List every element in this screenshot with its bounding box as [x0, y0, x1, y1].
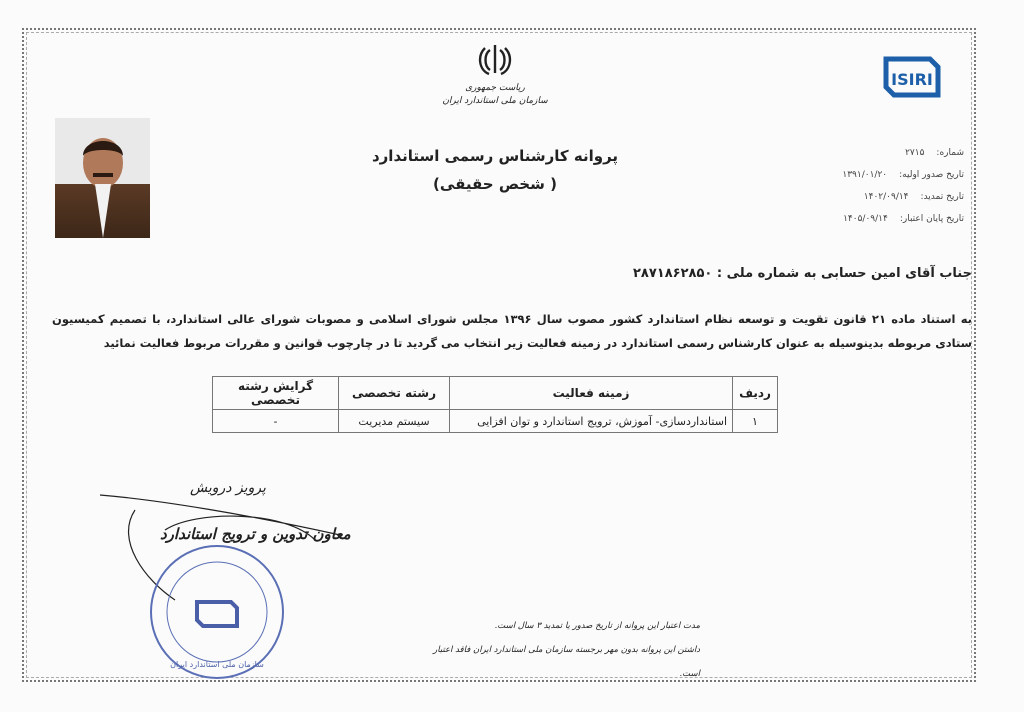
iran-emblem-icon	[465, 42, 525, 78]
page-title: پروانه کارشناس رسمی استاندارد	[371, 147, 619, 165]
table-header-row	[213, 377, 778, 410]
signatory-name: پرویز درویش	[190, 480, 266, 496]
table-row: ۱ استانداردسازی- آموزش، ترویج استاندارد و توان افزایی سیستم مدیریت -	[213, 410, 778, 433]
meta-expiry-date: تاریخ پایان اعتبار:۱۴۰۵/۰۹/۱۴	[843, 214, 964, 224]
footer-validity: مدت اعتبار این پروانه از تاریخ صدور یا تمدید ۳ سال است.	[494, 621, 700, 631]
footer-notes	[420, 614, 700, 686]
col-row: ردیف	[733, 377, 778, 410]
signatory-role: معاون تدوین و ترویج استاندارد	[160, 525, 351, 543]
col-activity: زمینه فعالیت	[450, 377, 733, 410]
addressee: جناب آقای امین حسابی به شماره ملی : ۲۸۷۱۸۶۲۸۵۰	[633, 266, 972, 281]
meta-issue-date: تاریخ صدور اولیه:۱۳۹۱/۰۱/۲۰	[842, 170, 964, 180]
certificate-meta	[842, 142, 964, 230]
svg-text:ISIRI: ISIRI	[891, 70, 933, 89]
meta-number: شماره:۲۷۱۵	[905, 148, 964, 158]
holder-photo	[55, 118, 150, 238]
activity-table	[212, 376, 778, 433]
official-stamp	[150, 545, 284, 679]
col-specialty: رشته تخصصی	[339, 377, 450, 410]
government-header	[440, 82, 550, 108]
isiri-logo-icon	[880, 45, 944, 109]
gov-line-1: ریاست جمهوری	[465, 83, 525, 93]
col-specialty-branch: گرایش رشته تخصصی	[213, 377, 339, 410]
stamp-text: سازمان ملی استاندارد ایران	[170, 660, 264, 669]
meta-renewal-date: تاریخ تمدید:۱۴۰۲/۰۹/۱۴	[863, 192, 964, 202]
gov-line-2: سازمان ملی استاندارد ایران	[442, 96, 548, 106]
certificate-body: به استناد ماده ۲۱ قانون تقویت و توسعه نظام استاندارد کشور مصوب سال ۱۳۹۶ مجلس شورای اسلامی و مصوبات شورای عالی استاندارد، با تصمیم کمیسیون ستادی مربوطه بدینوسیله به عنوان کارشناس رسمی استاندارد در زمینه فعالیت زیر انتخاب می گردید تا در چارچوب قوانین و مقررات مربوط فعالیت نمائید	[52, 312, 972, 350]
page-subtitle: ( شخص حقیقی)	[433, 175, 557, 193]
footer-seal-note: داشتن این پروانه بدون مهر برجسته سازمان ملی استاندارد ایران فاقد اعتبار است.	[433, 645, 700, 679]
certificate-title	[330, 142, 660, 198]
